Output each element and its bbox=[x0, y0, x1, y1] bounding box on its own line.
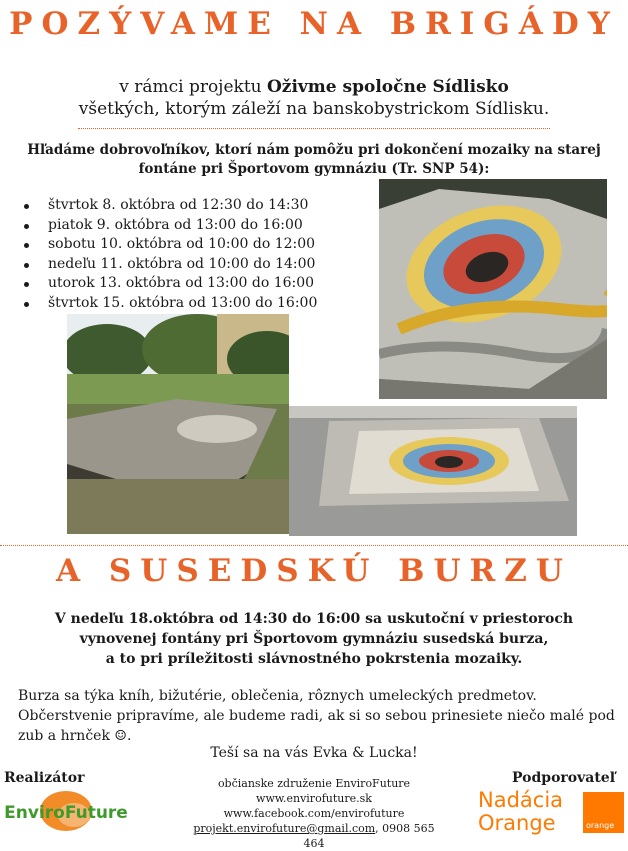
section-title-burza: A SUSEDSKÚ BURZU bbox=[56, 553, 572, 589]
org-name: občianske združenie EnviroFuture bbox=[217, 777, 411, 790]
envirofuture-logo-text: EnviroFuture bbox=[4, 803, 128, 823]
burza-details bbox=[18, 686, 618, 746]
intro-prefix: v rámci projektu bbox=[119, 77, 267, 97]
date-item: utorok 13. októbra od 13:00 do 16:00 bbox=[22, 274, 317, 294]
nadacia-text: Nadácia bbox=[478, 788, 564, 812]
date-item: nedeľu 11. októbra od 10:00 do 14:00 bbox=[22, 255, 317, 275]
orange-brand-logo bbox=[583, 792, 624, 833]
realizator-label: Realizátor bbox=[4, 770, 85, 786]
divider bbox=[78, 128, 550, 129]
website-link[interactable]: www.envirofuture.sk bbox=[256, 792, 372, 805]
orange-brand-text: orange bbox=[586, 821, 615, 830]
email-link[interactable]: projekt.envirofuture@gmail.com bbox=[193, 822, 376, 835]
page-title: POZÝVAME NA BRIGÁDY bbox=[9, 6, 619, 42]
details-line2: Občerstvenie pripravíme, ale budeme radi, ak si so sebou prinesiete niečo malé pod bbox=[18, 708, 615, 724]
intro-text bbox=[0, 76, 628, 120]
phone: , 0908 565 464 bbox=[303, 822, 435, 850]
volunteer-call-line1: Hľadáme dobrovoľníkov, ktorí nám pomôžu pri dokončení mozaiky na starej bbox=[27, 142, 601, 158]
nadacia-orange-logo bbox=[478, 789, 563, 835]
envirofuture-logo bbox=[4, 789, 128, 831]
burza-line1: V nedeľu 18.októbra od 14:30 do 16:00 sa uskutoční v priestoroch bbox=[54, 611, 574, 627]
date-item: štvrtok 15. októbra od 13:00 do 16:00 bbox=[22, 294, 317, 314]
date-item: štvrtok 8. októbra od 12:30 do 14:30 bbox=[22, 196, 317, 216]
mosaic-closeup-photo bbox=[379, 179, 607, 399]
mosaic-finished-photo bbox=[289, 406, 577, 536]
details-line1: Burza sa týka kníh, bižutérie, oblečenia, rôznych umeleckých predmetov. bbox=[18, 688, 537, 704]
date-list bbox=[22, 196, 317, 313]
orange-text: Orange bbox=[478, 811, 556, 835]
burza-line2: vynovenej fontány pri Športovom gymnáziu susedská burza, bbox=[79, 631, 549, 647]
burza-announcement bbox=[20, 609, 608, 669]
intro-line2: všetkých, ktorým záleží na banskobystrickom Sídlisku. bbox=[78, 99, 550, 119]
contact-block bbox=[190, 776, 438, 851]
divider bbox=[0, 545, 628, 546]
facebook-link[interactable]: www.facebook.com/envirofuture bbox=[223, 807, 405, 820]
burza-line3: a to pri príležitosti slávnostného pokrstenia mozaiky. bbox=[105, 651, 523, 667]
date-item: piatok 9. októbra od 13:00 do 16:00 bbox=[22, 216, 317, 236]
project-name: Oživme spoločne Sídlisko bbox=[267, 77, 509, 97]
signoff: Teší sa na vás Evka & Lucka! bbox=[210, 745, 418, 761]
volunteer-call-line2: fontáne pri Športovom gymnáziu (Tr. SNP 54): bbox=[138, 161, 490, 177]
old-fountain-photo bbox=[67, 314, 289, 534]
date-item: sobotu 10. októbra od 10:00 do 12:00 bbox=[22, 235, 317, 255]
supporter-label: Podporovateľ bbox=[512, 770, 616, 786]
volunteer-call bbox=[20, 141, 608, 179]
details-line3: zub a hrnček ☺. bbox=[18, 728, 132, 744]
